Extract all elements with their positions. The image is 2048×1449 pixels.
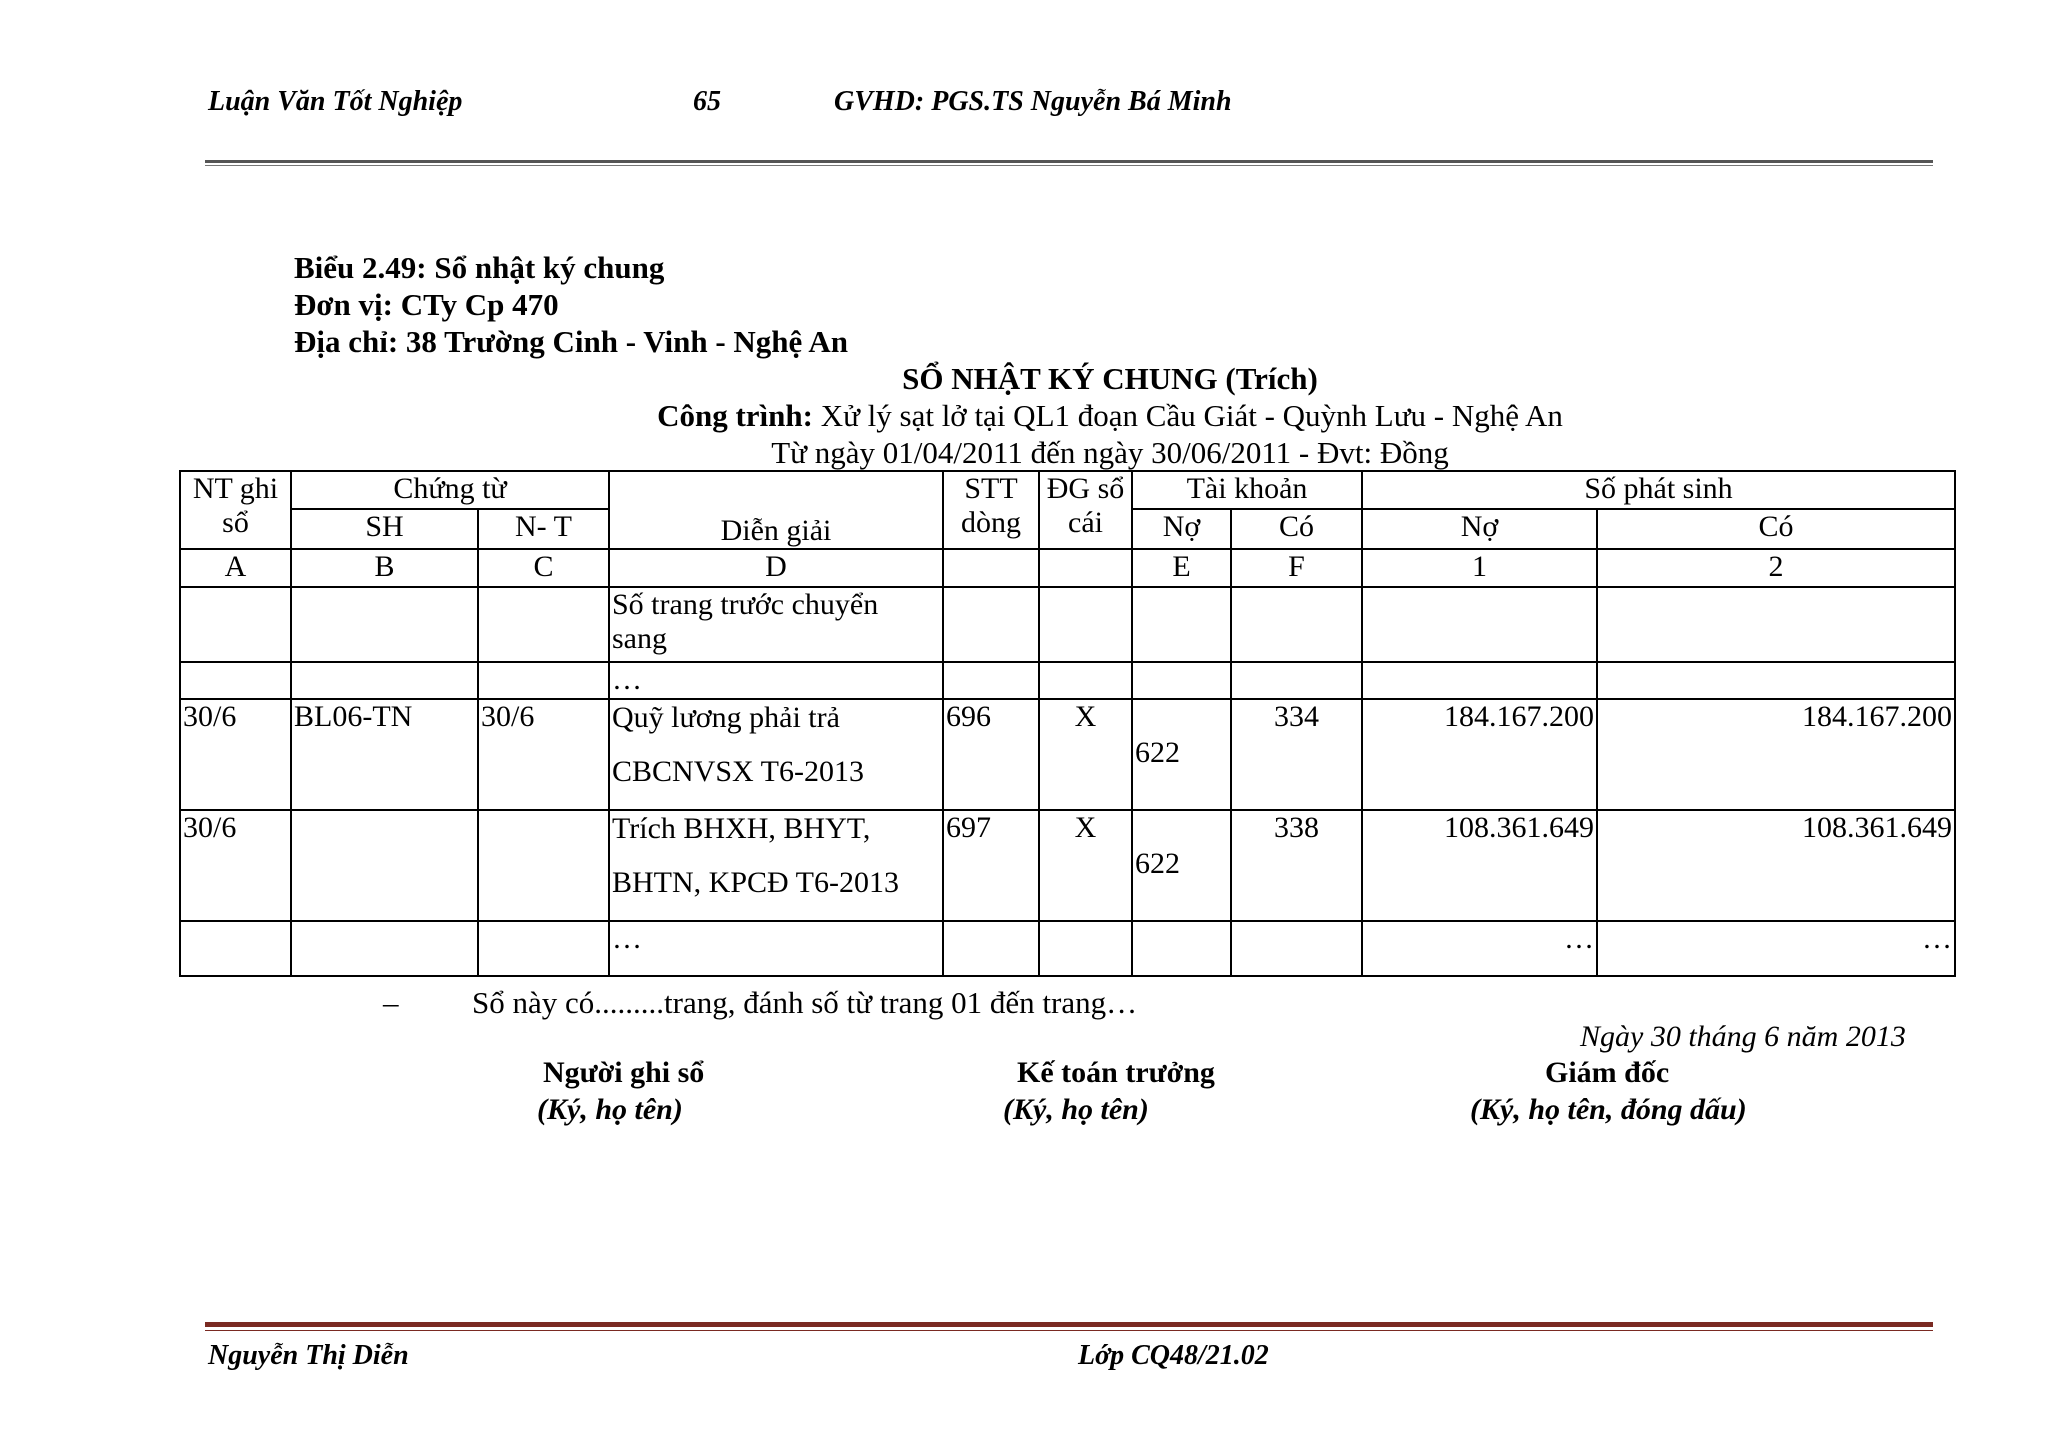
carry-forward-label: Số trang trước chuyển sang — [609, 587, 943, 662]
code-cell: 1 — [1362, 549, 1597, 587]
unit-name: Đơn vị: CTy Cp 470 — [294, 287, 559, 322]
carry-forward-row — [180, 587, 1955, 662]
code-cell: E — [1132, 549, 1231, 587]
header-page-number: 65 — [693, 86, 721, 117]
header-rule-thin — [205, 165, 1933, 166]
form-number: Biểu 2.49: Sổ nhật ký chung — [294, 250, 665, 285]
code-cell: B — [291, 549, 478, 587]
document-title: SỔ NHẬT KÝ CHUNG (Trích) — [902, 361, 1318, 396]
code-cell: A — [180, 549, 291, 587]
row-sh — [291, 810, 478, 921]
table-row — [180, 921, 1955, 976]
project-label: Công trình: — [657, 398, 813, 433]
table-row — [180, 699, 1955, 810]
code-cell: C — [478, 549, 609, 587]
header-thesis-label: Luận Văn Tốt Nghiệp — [208, 86, 463, 117]
footer-rule — [205, 1322, 1933, 1327]
footer-class: Lớp CQ48/21.02 — [1078, 1340, 1269, 1371]
row-tk-no: 622 — [1132, 699, 1231, 810]
unit-address: Địa chỉ: 38 Trường Cinh - Vinh - Nghệ An — [294, 324, 848, 359]
ellipsis-cell: … — [609, 662, 943, 699]
col-sps-no-header: Nợ — [1362, 509, 1597, 549]
header-row-1 — [180, 471, 1955, 509]
col-sh-header: SH — [291, 509, 478, 549]
period-line: Từ ngày 01/04/2011 đến ngày 30/06/2011 - Đvt: Đồng — [771, 435, 1449, 470]
page-count-note: Sổ này có.........trang, đánh số từ trang 01 đến trang… — [472, 985, 1138, 1020]
journal-table — [179, 470, 1956, 977]
col-stt-header: STT dòng — [943, 471, 1039, 549]
row-nt: 30/6 — [478, 699, 609, 810]
header-rule — [205, 160, 1933, 163]
signature-director-title: Giám đốc — [1545, 1056, 1670, 1089]
signature-chief-accountant-title: Kế toán trưởng — [1017, 1056, 1215, 1089]
row-tk-no: 622 — [1132, 810, 1231, 921]
signature-recorder-sub: (Ký, họ tên) — [537, 1093, 683, 1126]
col-diengiai-header: Diễn giải — [609, 471, 943, 549]
footer-author: Nguyễn Thị Diễn — [208, 1340, 409, 1371]
row-amount-co: 184.167.200 — [1597, 699, 1955, 810]
row-tk-co: 334 — [1231, 699, 1362, 810]
code-cell: D — [609, 549, 943, 587]
row-amount-no: 108.361.649 — [1362, 810, 1597, 921]
row-dg: X — [1039, 810, 1132, 921]
col-sps-co-header: Có — [1597, 509, 1955, 549]
code-cell: 2 — [1597, 549, 1955, 587]
header-advisor: GVHD: PGS.TS Nguyễn Bá Minh — [834, 86, 1232, 117]
note-dash: – — [383, 985, 399, 1020]
row-date: 30/6 — [180, 699, 291, 810]
col-tk-co-header: Có — [1231, 509, 1362, 549]
last-ellipsis: … — [609, 921, 943, 976]
row-amount-no: 184.167.200 — [1362, 699, 1597, 810]
row-dg: X — [1039, 699, 1132, 810]
col-sps-header: Số phát sinh — [1362, 471, 1955, 509]
row-stt: 697 — [943, 810, 1039, 921]
col-nt2-header: N- T — [478, 509, 609, 549]
code-cell: F — [1231, 549, 1362, 587]
project-value: Xử lý sạt lở tại QL1 đoạn Cầu Giát - Quỳnh Lưu - Nghệ An — [820, 398, 1563, 433]
signing-date: Ngày 30 tháng 6 năm 2013 — [1580, 1020, 1906, 1053]
row-tk-co: 338 — [1231, 810, 1362, 921]
row-stt: 696 — [943, 699, 1039, 810]
col-chungtu-header: Chứng từ — [291, 471, 609, 509]
code-cell — [1039, 549, 1132, 587]
table-row — [180, 810, 1955, 921]
col-dg-header: ĐG sổ cái — [1039, 471, 1132, 549]
signature-recorder-title: Người ghi sổ — [543, 1056, 705, 1089]
row-amount-co: 108.361.649 — [1597, 810, 1955, 921]
col-tk-no-header: Nợ — [1132, 509, 1231, 549]
signature-chief-accountant-sub: (Ký, họ tên) — [1003, 1093, 1149, 1126]
col-taikhoan-header: Tài khoản — [1132, 471, 1362, 509]
ellipsis-row — [180, 662, 1955, 699]
row-description: Trích BHXH, BHYT, BHTN, KPCĐ T6-2013 — [609, 810, 943, 921]
code-cell — [943, 549, 1039, 587]
row-nt — [478, 810, 609, 921]
row-description: Quỹ lương phải trả CBCNVSX T6-2013 — [609, 699, 943, 810]
footer-rule-thin — [205, 1330, 1933, 1331]
last-ellipsis-co: … — [1597, 921, 1955, 976]
col-nt-header: NT ghi sổ — [180, 471, 291, 549]
code-row — [180, 549, 1955, 587]
project-line — [0, 398, 2048, 434]
last-ellipsis-no: … — [1362, 921, 1597, 976]
row-sh: BL06-TN — [291, 699, 478, 810]
row-date: 30/6 — [180, 810, 291, 921]
signature-director-sub: (Ký, họ tên, đóng dấu) — [1470, 1093, 1747, 1126]
